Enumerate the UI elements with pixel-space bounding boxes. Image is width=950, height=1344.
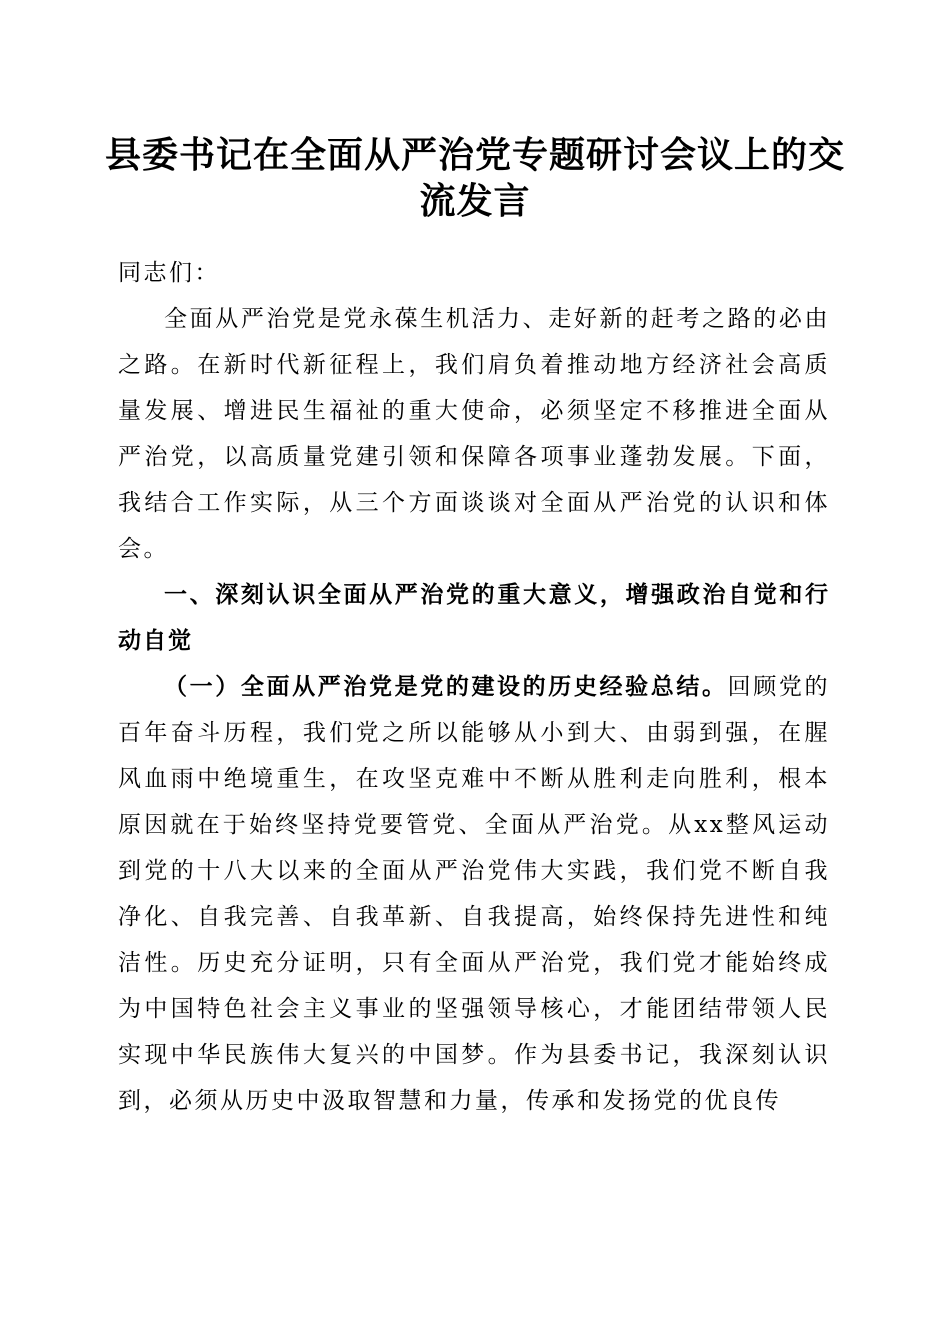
subsection-paragraph (118, 664, 830, 1124)
subsection-body: 回顾党的百年奋斗历程，我们党之所以能够从小到大、由弱到强，在腥风血雨中绝境重生，在攻坚克难中不断从胜利走向胜利，根本原因就在于始终坚持党要管党、全面从严治党。从xx整风运动到党的十八大以来的全面从严治党伟大实践，我们党不断自我净化、自我完善、自我革新、自我提高，始终保持先进性和纯洁性。历史充分证明，只有全面从严治党，我们党才能始终成为中国特色社会主义事业的坚强领导核心，才能团结带领人民实现中华民族伟大复兴的中国梦。作为县委书记，我深刻认识到，必须从历史中汲取智慧和力量，传承和发扬党的优良传 (118, 674, 831, 1114)
document-title: 县委书记在全面从严治党专题研讨会议上的交流发言 (104, 134, 845, 222)
section-heading: 一、深刻认识全面从严治党的重大意义，增强政治自觉和行动自觉 (118, 582, 830, 654)
salutation: 同志们： (118, 260, 220, 286)
document-body (118, 250, 830, 1124)
intro-paragraph: 全面从严治党是党永葆生机活力、走好新的赶考之路的必由之路。在新时代新征程上，我们肩负着推动地方经济社会高质量发展、增进民生福祉的重大使命，必须坚定不移推进全面从严治党，以高质量党建引领和保障各项事业蓬勃发展。下面，我结合工作实际，从三个方面谈谈对全面从严治党的认识和体会。 (118, 306, 830, 562)
subsection-heading: （一）全面从严治党是党的建设的历史经验总结。 (164, 673, 728, 700)
